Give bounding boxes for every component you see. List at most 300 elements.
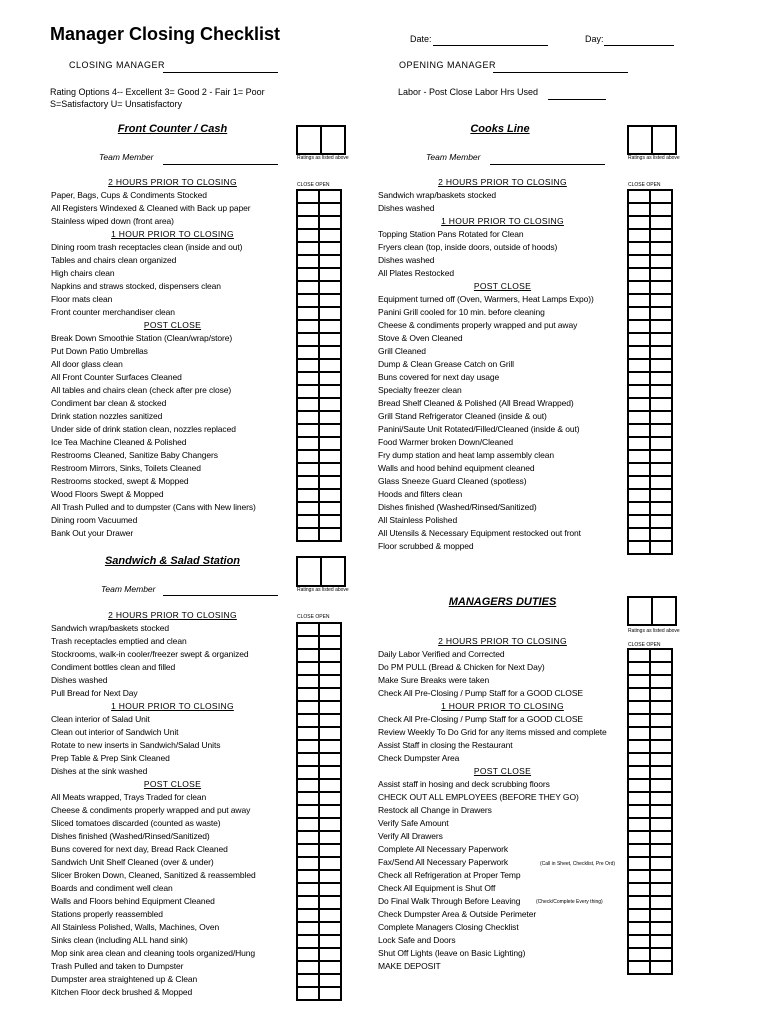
- open-checkbox[interactable]: [650, 268, 672, 281]
- open-checkbox[interactable]: [650, 688, 672, 701]
- open-checkbox[interactable]: [650, 385, 672, 398]
- open-checkbox[interactable]: [650, 320, 672, 333]
- close-checkbox[interactable]: [628, 255, 650, 268]
- checklist-item: Sinks clean (including ALL hand sink): [51, 935, 188, 945]
- open-checkbox[interactable]: [319, 242, 341, 255]
- close-checkbox[interactable]: [628, 541, 650, 554]
- checklist-item: Make Sure Breaks were taken: [378, 675, 490, 685]
- checklist-item: Shut Off Lights (leave on Basic Lighting): [378, 948, 526, 958]
- close-checkbox[interactable]: [628, 489, 650, 502]
- open-checkbox[interactable]: [319, 818, 341, 831]
- close-checkbox[interactable]: [297, 922, 319, 935]
- checklist-item: Stations properly reassembled: [51, 909, 163, 919]
- open-checkbox[interactable]: [650, 411, 672, 424]
- close-checkbox[interactable]: [297, 701, 319, 714]
- open-checkbox[interactable]: [319, 216, 341, 229]
- close-checkbox[interactable]: [628, 883, 650, 896]
- open-checkbox[interactable]: [650, 255, 672, 268]
- close-checkbox[interactable]: [297, 333, 319, 346]
- open-checkbox[interactable]: [650, 727, 672, 740]
- open-checkbox[interactable]: [650, 528, 672, 541]
- close-checkbox[interactable]: [297, 792, 319, 805]
- checklist-item: Slicer Broken Down, Cleaned, Sanitized & reassembled: [51, 870, 256, 880]
- open-checkbox[interactable]: [650, 359, 672, 372]
- close-checkbox[interactable]: [628, 268, 650, 281]
- close-checkbox[interactable]: [628, 450, 650, 463]
- section-heading: 1 HOUR PRIOR TO CLOSING: [441, 216, 564, 226]
- open-checkbox[interactable]: [319, 268, 341, 281]
- open-checkbox[interactable]: [319, 281, 341, 294]
- close-checkbox[interactable]: [628, 463, 650, 476]
- checklist-item: Condiment bottles clean and filled: [51, 662, 176, 672]
- close-open-grid: [296, 622, 342, 1001]
- open-checkbox[interactable]: [319, 437, 341, 450]
- open-checkbox[interactable]: [650, 844, 672, 857]
- open-checkbox[interactable]: [650, 649, 672, 662]
- open-checkbox[interactable]: [650, 818, 672, 831]
- open-checkbox[interactable]: [650, 476, 672, 489]
- close-checkbox[interactable]: [297, 779, 319, 792]
- checklist-item: Dishes at the sink washed: [51, 766, 148, 776]
- checklist-item: Front counter merchandiser clean: [51, 307, 175, 317]
- managers-duties-title: MANAGERS DUTIES: [448, 596, 557, 608]
- close-checkbox[interactable]: [297, 740, 319, 753]
- open-checkbox[interactable]: [650, 870, 672, 883]
- close-checkbox[interactable]: [628, 294, 650, 307]
- open-checkbox[interactable]: [650, 281, 672, 294]
- close-checkbox[interactable]: [297, 398, 319, 411]
- open-checkbox[interactable]: [650, 216, 672, 229]
- close-checkbox[interactable]: [297, 961, 319, 974]
- checklist-item: Dishes washed: [51, 675, 108, 685]
- close-checkbox[interactable]: [628, 662, 650, 675]
- checklist-item: Mop sink area clean and cleaning tools organized/Hung: [51, 948, 256, 958]
- checklist-item: Restrooms stocked, swept & Mopped: [51, 476, 189, 486]
- open-checkbox[interactable]: [319, 675, 341, 688]
- open-checkbox[interactable]: [319, 688, 341, 701]
- close-checkbox[interactable]: [628, 190, 650, 203]
- labor-field[interactable]: [548, 99, 606, 100]
- checklist-item: Dining room trash receptacles clean (inside and out): [51, 242, 243, 252]
- close-checkbox[interactable]: [297, 727, 319, 740]
- close-checkbox[interactable]: [297, 372, 319, 385]
- rating-box[interactable]: [627, 125, 677, 155]
- open-checkbox[interactable]: [319, 753, 341, 766]
- open-checkbox[interactable]: [319, 190, 341, 203]
- close-checkbox[interactable]: [297, 203, 319, 216]
- open-checkbox[interactable]: [319, 727, 341, 740]
- checklist-item: Complete Managers Closing Checklist: [378, 922, 519, 932]
- close-checkbox[interactable]: [628, 792, 650, 805]
- close-checkbox[interactable]: [628, 688, 650, 701]
- open-checkbox[interactable]: [650, 831, 672, 844]
- checklist-item: Check All Equipment is Shut Off: [378, 883, 496, 893]
- open-checkbox[interactable]: [319, 515, 341, 528]
- open-checkbox[interactable]: [319, 779, 341, 792]
- close-checkbox[interactable]: [628, 528, 650, 541]
- checklist-item: Put Down Patio Umbrellas: [51, 346, 148, 356]
- open-checkbox[interactable]: [319, 346, 341, 359]
- checklist-item: Equipment turned off (Oven, Warmers, Heat Lamps Expo)): [378, 294, 594, 304]
- close-checkbox[interactable]: [628, 870, 650, 883]
- open-checkbox[interactable]: [319, 922, 341, 935]
- open-checkbox[interactable]: [319, 649, 341, 662]
- checklist-item: Food Warmer broken Down/Cleaned: [378, 437, 514, 447]
- close-checkbox[interactable]: [297, 424, 319, 437]
- close-open-label: CLOSE OPEN: [297, 182, 330, 188]
- close-checkbox[interactable]: [628, 714, 650, 727]
- checklist-item: All Trash Pulled and to dumpster (Cans with New liners): [51, 502, 256, 512]
- open-checkbox[interactable]: [650, 883, 672, 896]
- open-checkbox[interactable]: [650, 896, 672, 909]
- open-checkbox[interactable]: [650, 766, 672, 779]
- open-checkbox[interactable]: [650, 515, 672, 528]
- open-checkbox[interactable]: [319, 359, 341, 372]
- open-checkbox[interactable]: [319, 255, 341, 268]
- open-checkbox[interactable]: [650, 714, 672, 727]
- checklist-item: Under side of drink station clean, nozzles replaced: [51, 424, 236, 434]
- open-checkbox[interactable]: [650, 935, 672, 948]
- close-checkbox[interactable]: [628, 831, 650, 844]
- checklist-item: All Meats wrapped, Trays Traded for clean: [51, 792, 207, 802]
- close-checkbox[interactable]: [297, 896, 319, 909]
- close-checkbox[interactable]: [628, 346, 650, 359]
- section-heading: 2 HOURS PRIOR TO CLOSING: [108, 610, 237, 620]
- open-checkbox[interactable]: [650, 922, 672, 935]
- ratings-note: Ratings as listed above: [297, 155, 349, 161]
- open-checkbox[interactable]: [319, 987, 341, 1000]
- close-checkbox[interactable]: [628, 766, 650, 779]
- close-checkbox[interactable]: [297, 216, 319, 229]
- checklist-item: Panini Grill cooled for 10 min. before cleaning: [378, 307, 545, 317]
- rating-box[interactable]: [627, 596, 677, 626]
- close-checkbox[interactable]: [297, 476, 319, 489]
- open-checkbox[interactable]: [319, 805, 341, 818]
- close-checkbox[interactable]: [297, 948, 319, 961]
- team-member-field[interactable]: [163, 595, 278, 596]
- open-checkbox[interactable]: [319, 424, 341, 437]
- open-checkbox[interactable]: [650, 463, 672, 476]
- cooks-line-title: Cooks Line: [470, 123, 530, 135]
- open-checkbox[interactable]: [319, 203, 341, 216]
- open-checkbox[interactable]: [319, 948, 341, 961]
- checklist-item: All Stainless Polished: [378, 515, 458, 525]
- open-checkbox[interactable]: [650, 805, 672, 818]
- close-checkbox[interactable]: [297, 281, 319, 294]
- checklist-item: Drink station nozzles sanitized: [51, 411, 163, 421]
- close-checkbox[interactable]: [297, 688, 319, 701]
- open-checkbox[interactable]: [650, 740, 672, 753]
- rating-box[interactable]: [296, 556, 346, 587]
- close-checkbox[interactable]: [297, 411, 319, 424]
- open-checkbox[interactable]: [319, 476, 341, 489]
- close-checkbox[interactable]: [297, 489, 319, 502]
- open-checkbox[interactable]: [319, 857, 341, 870]
- open-checkbox[interactable]: [319, 831, 341, 844]
- open-checkbox[interactable]: [650, 229, 672, 242]
- open-checkbox[interactable]: [319, 385, 341, 398]
- open-checkbox[interactable]: [319, 662, 341, 675]
- close-checkbox[interactable]: [297, 229, 319, 242]
- section-heading: POST CLOSE: [473, 281, 532, 291]
- close-checkbox[interactable]: [628, 398, 650, 411]
- open-checkbox[interactable]: [319, 714, 341, 727]
- close-checkbox[interactable]: [628, 502, 650, 515]
- front-counter-title: Front Counter / Cash: [117, 123, 228, 135]
- close-checkbox[interactable]: [297, 909, 319, 922]
- close-checkbox[interactable]: [297, 935, 319, 948]
- close-checkbox[interactable]: [628, 922, 650, 935]
- close-checkbox[interactable]: [628, 961, 650, 974]
- checklist-item: Stove & Oven Cleaned: [378, 333, 463, 343]
- open-checkbox[interactable]: [650, 294, 672, 307]
- open-checkbox[interactable]: [650, 372, 672, 385]
- open-checkbox[interactable]: [319, 870, 341, 883]
- open-checkbox[interactable]: [650, 541, 672, 554]
- checklist-item: Buns covered for next day, Bread Rack Cleaned: [51, 844, 228, 854]
- open-checkbox[interactable]: [650, 662, 672, 675]
- open-checkbox[interactable]: [650, 307, 672, 320]
- rating-box[interactable]: [296, 125, 346, 155]
- close-checkbox[interactable]: [297, 766, 319, 779]
- close-checkbox[interactable]: [297, 502, 319, 515]
- close-checkbox[interactable]: [297, 870, 319, 883]
- open-checkbox[interactable]: [319, 229, 341, 242]
- close-checkbox[interactable]: [628, 359, 650, 372]
- closing-manager-label: CLOSING MANAGER: [69, 60, 166, 70]
- close-checkbox[interactable]: [297, 242, 319, 255]
- checklist-item: Dumpster area straightened up & Clean: [51, 974, 198, 984]
- checklist-item: Stockrooms, walk-in cooler/freezer swept & organized: [51, 649, 249, 659]
- checklist-item: Review Weekly To Do Grid for any items missed and complete: [378, 727, 607, 737]
- ratings-note: Ratings as listed above: [628, 628, 680, 634]
- close-checkbox[interactable]: [297, 515, 319, 528]
- open-checkbox[interactable]: [650, 242, 672, 255]
- section-heading: POST CLOSE: [143, 320, 202, 330]
- open-checkbox[interactable]: [319, 961, 341, 974]
- open-checkbox[interactable]: [650, 424, 672, 437]
- close-checkbox[interactable]: [628, 281, 650, 294]
- checklist-item: Clean out interior of Sandwich Unit: [51, 727, 179, 737]
- open-checkbox[interactable]: [650, 792, 672, 805]
- day-field[interactable]: [604, 45, 674, 46]
- close-checkbox[interactable]: [628, 896, 650, 909]
- close-checkbox[interactable]: [628, 229, 650, 242]
- close-checkbox[interactable]: [628, 857, 650, 870]
- close-checkbox[interactable]: [297, 753, 319, 766]
- open-checkbox[interactable]: [319, 411, 341, 424]
- close-checkbox[interactable]: [628, 320, 650, 333]
- checklist-item: Bread Shelf Cleaned & Polished (All Bread Wrapped): [378, 398, 574, 408]
- close-checkbox[interactable]: [628, 740, 650, 753]
- close-checkbox[interactable]: [297, 359, 319, 372]
- open-checkbox[interactable]: [319, 463, 341, 476]
- close-checkbox[interactable]: [297, 320, 319, 333]
- open-checkbox[interactable]: [650, 675, 672, 688]
- close-checkbox[interactable]: [297, 437, 319, 450]
- fax-note: (Call in Sheet, Checklist, Pre Ord): [540, 861, 616, 867]
- checklist-item: Dining room Vacuumed: [51, 515, 138, 525]
- open-checkbox[interactable]: [650, 333, 672, 346]
- open-checkbox[interactable]: [650, 909, 672, 922]
- close-checkbox[interactable]: [297, 818, 319, 831]
- open-checkbox[interactable]: [319, 450, 341, 463]
- close-checkbox[interactable]: [297, 649, 319, 662]
- opening-manager-field[interactable]: [493, 72, 628, 73]
- close-checkbox[interactable]: [628, 649, 650, 662]
- close-checkbox[interactable]: [297, 294, 319, 307]
- checklist-item: Clean interior of Salad Unit: [51, 714, 150, 724]
- close-checkbox[interactable]: [628, 935, 650, 948]
- close-checkbox[interactable]: [297, 831, 319, 844]
- open-checkbox[interactable]: [319, 896, 341, 909]
- team-member-field[interactable]: [490, 164, 605, 165]
- close-checkbox[interactable]: [628, 948, 650, 961]
- open-checkbox[interactable]: [650, 489, 672, 502]
- close-checkbox[interactable]: [297, 844, 319, 857]
- open-checkbox[interactable]: [319, 623, 341, 636]
- close-checkbox[interactable]: [628, 476, 650, 489]
- checklist-item: Restrooms Cleaned, Sanitize Baby Changers: [51, 450, 218, 460]
- open-checkbox[interactable]: [650, 857, 672, 870]
- close-checkbox[interactable]: [628, 727, 650, 740]
- open-checkbox[interactable]: [319, 974, 341, 987]
- ratings-note: Ratings as listed above: [628, 155, 680, 161]
- close-checkbox[interactable]: [628, 372, 650, 385]
- close-checkbox[interactable]: [628, 333, 650, 346]
- close-checkbox[interactable]: [297, 662, 319, 675]
- open-checkbox[interactable]: [319, 883, 341, 896]
- close-checkbox[interactable]: [297, 385, 319, 398]
- close-checkbox[interactable]: [297, 190, 319, 203]
- close-checkbox[interactable]: [297, 974, 319, 987]
- close-open-grid: [627, 648, 673, 975]
- checklist-item: All Front Counter Surfaces Cleaned: [51, 372, 182, 382]
- checklist-item: Dishes finished (Washed/Rinsed/Sanitized): [378, 502, 537, 512]
- open-checkbox[interactable]: [319, 398, 341, 411]
- open-checkbox[interactable]: [319, 766, 341, 779]
- open-checkbox[interactable]: [650, 190, 672, 203]
- open-checkbox[interactable]: [650, 398, 672, 411]
- checklist-item: Napkins and straws stocked, dispensers clean: [51, 281, 221, 291]
- open-checkbox[interactable]: [319, 502, 341, 515]
- checklist-item: Verify Safe Amount: [378, 818, 449, 828]
- date-field[interactable]: [433, 45, 548, 46]
- open-checkbox[interactable]: [650, 502, 672, 515]
- open-checkbox[interactable]: [650, 753, 672, 766]
- close-checkbox[interactable]: [628, 203, 650, 216]
- open-checkbox[interactable]: [650, 203, 672, 216]
- checklist-item: Boards and condiment well clean: [51, 883, 173, 893]
- open-checkbox[interactable]: [319, 935, 341, 948]
- open-checkbox[interactable]: [319, 294, 341, 307]
- checklist-item: High chairs clean: [51, 268, 115, 278]
- close-checkbox[interactable]: [297, 883, 319, 896]
- close-checkbox[interactable]: [297, 857, 319, 870]
- checklist-item: Kitchen Floor deck brushed & Mopped: [51, 987, 193, 997]
- close-checkbox[interactable]: [628, 307, 650, 320]
- checklist-item: Check Dumpster Area & Outside Perimeter: [378, 909, 537, 919]
- open-checkbox[interactable]: [319, 489, 341, 502]
- close-checkbox[interactable]: [628, 909, 650, 922]
- open-checkbox[interactable]: [650, 948, 672, 961]
- close-checkbox[interactable]: [297, 623, 319, 636]
- checklist-item: Fryers clean (top, inside doors, outside of hoods): [378, 242, 558, 252]
- close-checkbox[interactable]: [297, 346, 319, 359]
- checklist-item: Panini/Saute Unit Rotated/Filled/Cleaned (inside & out): [378, 424, 580, 434]
- close-checkbox[interactable]: [628, 411, 650, 424]
- open-checkbox[interactable]: [319, 844, 341, 857]
- open-checkbox[interactable]: [650, 701, 672, 714]
- open-checkbox[interactable]: [319, 320, 341, 333]
- close-checkbox[interactable]: [628, 701, 650, 714]
- checklist-item: Check All Pre-Closing / Pump Staff for a GOOD CLOSE: [378, 714, 583, 724]
- close-checkbox[interactable]: [628, 818, 650, 831]
- close-checkbox[interactable]: [628, 753, 650, 766]
- checklist-item: Buns covered for next day usage: [378, 372, 500, 382]
- checklist-item: Specialty freezer clean: [378, 385, 462, 395]
- open-checkbox[interactable]: [650, 779, 672, 792]
- close-checkbox[interactable]: [297, 987, 319, 1000]
- team-member-field[interactable]: [163, 164, 278, 165]
- close-checkbox[interactable]: [628, 437, 650, 450]
- checklist-item: Dump & Clean Grease Catch on Grill: [378, 359, 514, 369]
- open-checkbox[interactable]: [319, 636, 341, 649]
- open-checkbox[interactable]: [319, 701, 341, 714]
- checklist-item: Ice Tea Machine Cleaned & Polished: [51, 437, 187, 447]
- close-checkbox[interactable]: [628, 385, 650, 398]
- open-checkbox[interactable]: [650, 450, 672, 463]
- checklist-item: Check All Pre-Closing / Pump Staff for a GOOD CLOSE: [378, 688, 583, 698]
- close-checkbox[interactable]: [297, 268, 319, 281]
- open-checkbox[interactable]: [650, 437, 672, 450]
- open-checkbox[interactable]: [319, 740, 341, 753]
- close-checkbox[interactable]: [628, 515, 650, 528]
- open-checkbox[interactable]: [650, 961, 672, 974]
- open-checkbox[interactable]: [319, 909, 341, 922]
- close-checkbox[interactable]: [297, 675, 319, 688]
- close-open-grid: [296, 189, 342, 542]
- close-checkbox[interactable]: [297, 636, 319, 649]
- open-checkbox[interactable]: [319, 333, 341, 346]
- close-checkbox[interactable]: [297, 450, 319, 463]
- close-checkbox[interactable]: [297, 805, 319, 818]
- close-checkbox[interactable]: [297, 255, 319, 268]
- close-checkbox[interactable]: [628, 424, 650, 437]
- close-checkbox[interactable]: [628, 675, 650, 688]
- close-checkbox[interactable]: [628, 779, 650, 792]
- checklist-item: Hoods and filters clean: [378, 489, 463, 499]
- close-checkbox[interactable]: [297, 714, 319, 727]
- closing-manager-field[interactable]: [163, 72, 278, 73]
- section-heading: 1 HOUR PRIOR TO CLOSING: [111, 701, 234, 711]
- rating-options: [50, 86, 265, 110]
- open-checkbox[interactable]: [319, 307, 341, 320]
- close-checkbox[interactable]: [297, 463, 319, 476]
- close-checkbox[interactable]: [297, 528, 319, 541]
- open-checkbox[interactable]: [650, 346, 672, 359]
- open-checkbox[interactable]: [319, 528, 341, 541]
- close-checkbox[interactable]: [628, 216, 650, 229]
- close-checkbox[interactable]: [628, 844, 650, 857]
- close-checkbox[interactable]: [628, 805, 650, 818]
- open-checkbox[interactable]: [319, 372, 341, 385]
- close-checkbox[interactable]: [297, 307, 319, 320]
- checklist-item: Verify All Drawers: [378, 831, 443, 841]
- open-checkbox[interactable]: [319, 792, 341, 805]
- close-checkbox[interactable]: [628, 242, 650, 255]
- checklist-item: Fax/Send All Necessary Paperwork: [378, 857, 509, 867]
